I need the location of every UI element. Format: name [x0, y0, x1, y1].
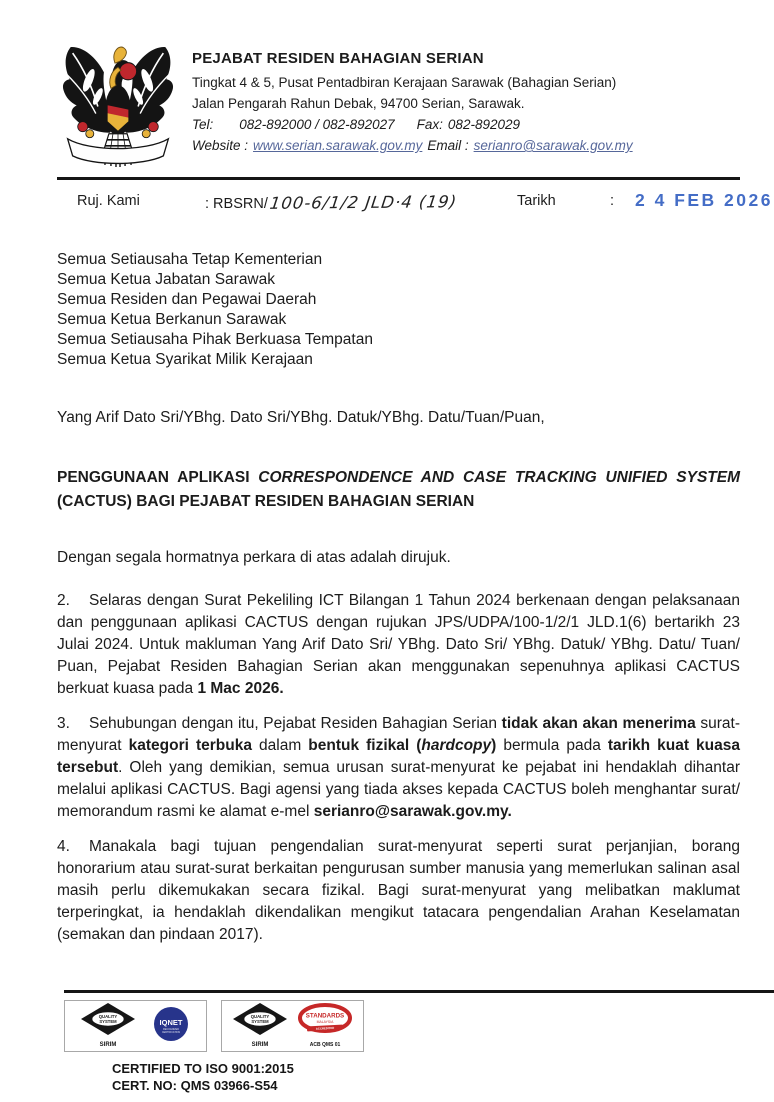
- address-line-2: Jalan Pengarah Rahun Debak, 94700 Serian, Sarawak.: [192, 96, 525, 111]
- paragraph-1: Dengan segala hormatnya perkara di atas adalah dirujuk.: [57, 549, 451, 566]
- fax-label: Fax:: [416, 117, 443, 132]
- tel-numbers: 082-892000 / 082-892027: [239, 117, 395, 132]
- recipient-line: Semua Setiausaha Pihak Berkuasa Tempatan: [57, 331, 373, 348]
- paragraph-2: [57, 590, 740, 700]
- website-email-line: [192, 135, 633, 156]
- footer: [0, 990, 774, 1094]
- paragraph-3: [57, 713, 740, 823]
- tel-fax-line: [192, 114, 633, 135]
- svg-text:MALAYSIA: MALAYSIA: [316, 1020, 334, 1024]
- svg-text:QUALITY: QUALITY: [99, 1014, 118, 1019]
- svg-text:ACCREDITED: ACCREDITED: [315, 1025, 335, 1031]
- recipient-list: [57, 250, 740, 370]
- sirim-logo-icon: [79, 1002, 137, 1050]
- recipient-line: Semua Ketua Syarikat Milik Kerajaan: [57, 351, 313, 368]
- website-link: www.serian.sarawak.gov.my: [253, 138, 423, 153]
- svg-text:STANDARDS: STANDARDS: [305, 1012, 345, 1020]
- tel-label: Tel:: [192, 117, 214, 132]
- fax-number: 082-892029: [447, 117, 520, 132]
- iqnet-logo-icon: [150, 1002, 192, 1050]
- svg-text:QUALITY: QUALITY: [250, 1014, 270, 1019]
- certification-text: [112, 1060, 774, 1094]
- paragraph-number: 2.: [57, 592, 70, 609]
- date-stamp: 2 4 FEB 2026: [635, 190, 773, 210]
- paragraph-text: Manakala bagi tujuan pengendalian surat-menyurat seperti surat perjanjian, borang honorarium atau surat-surat berkaitan pengurusan sumber manusia yang memerlukan salinan asal masih perlu dikemukakan secara fizikal. Bagi surat-menyurat yang melibatkan maklumat terperingkat, ia hendaklah dikendalikan mengikut tatacara pengendalian Arahan Keselamatan (semakan dan pindaan 2017).: [57, 838, 740, 943]
- ref-prefix: : RBSRN/: [205, 196, 268, 212]
- svg-text:ACB QMS 01: ACB QMS 01: [309, 1042, 341, 1048]
- certified-line-1: CERTIFIED TO ISO 9001:2015: [112, 1061, 294, 1076]
- date-label: Tarikh: [517, 193, 556, 209]
- ref-value: [205, 193, 457, 212]
- paragraph-text: Sehubungan dengan itu, Pejabat Residen Bahagian Serian tidak akan akan menerima surat-menyurat kategori terbuka dalam bentuk fizikal (hardcopy) bermula pada tarikh kuat kuasa tersebut. Oleh yang demikian, semua urusan surat-menyurat ke pejabat ini hendaklah dihantar melalui aplikasi CACTUS. Bagi agensi yang tiada akses kepada CACTUS boleh menghantar surat/ memorandum rasmi ke alamat e-mel serianro@sarawak.gov.my.: [57, 715, 740, 820]
- svg-text:IQNET: IQNET: [159, 1018, 183, 1027]
- sirim-logo-icon: [231, 1002, 289, 1050]
- letterhead-text: [192, 38, 633, 171]
- ref-label: Ruj. Kami: [77, 193, 140, 209]
- svg-text:SIRIM: SIRIM: [99, 1042, 117, 1048]
- recipient-line: Semua Setiausaha Tetap Kementerian: [57, 251, 323, 268]
- salutation: Yang Arif Dato Sri/YBhg. Dato Sri/YBhg. Datuk/YBhg. Datu/Tuan/Puan,: [57, 409, 545, 426]
- website-label: Website :: [192, 138, 249, 153]
- address-line-1: Tingkat 4 & 5, Pusat Pentadbiran Kerajaan Sarawak (Bahagian Serian): [192, 75, 617, 90]
- reference-row: [57, 189, 773, 223]
- org-name: PEJABAT RESIDEN BAHAGIAN SERIAN: [192, 50, 484, 67]
- email-label: Email :: [427, 138, 469, 153]
- standards-malaysia-logo-icon: [296, 1002, 354, 1050]
- sirim-standards-badge: [221, 1000, 364, 1052]
- letterhead: [57, 38, 740, 171]
- recipient-line: Semua Ketua Berkanun Sarawak: [57, 311, 287, 328]
- recipient-line: Semua Ketua Jabatan Sarawak: [57, 271, 275, 288]
- sarawak-crest-icon: [57, 38, 179, 171]
- svg-text:SIRIM: SIRIM: [251, 1042, 269, 1048]
- recipient-line: Semua Residen dan Pegawai Daerah: [57, 291, 317, 308]
- ref-handwritten: 100-6/1/2 JLD·4 (19): [268, 192, 459, 213]
- header-divider: [57, 177, 740, 180]
- paragraph-4: [57, 836, 740, 946]
- certification-badges: [64, 1000, 774, 1052]
- paragraph-text: Selaras dengan Surat Pekeliling ICT Bilangan 1 Tahun 2024 berkenaan dengan pelaksanaan dan penggunaan aplikasi CACTUS dengan rujukan JPS/UDPA/100-1/2/1 JLD.1(6) bertarikh 23 Julai 2024. Untuk makluman Yang Arif Dato Sri/ YBhg. Dato Sri/ YBhg. Datuk/ YBhg. Datu/ Tuan/ Puan, Pejabat Residen Bahagian Serian akan menggunakan sepenuhnya aplikasi CACTUS berkuat kuasa pada 1 Mac 2026.: [57, 592, 740, 697]
- svg-text:RECOGNIZED: RECOGNIZED: [162, 1028, 179, 1031]
- paragraph-number: 3.: [57, 715, 70, 732]
- footer-divider: [64, 990, 774, 993]
- svg-text:SYSTEM: SYSTEM: [251, 1019, 269, 1024]
- sirim-iqnet-badge: [64, 1000, 207, 1052]
- svg-text:SYSTEM: SYSTEM: [99, 1019, 117, 1024]
- svg-text:CERTIFICATION: CERTIFICATION: [161, 1031, 180, 1034]
- email-link: serianro@sarawak.gov.my: [473, 138, 633, 153]
- date-colon: :: [610, 193, 615, 209]
- subject-line: PENGGUNAAN APLIKASI CORRESPONDENCE AND CASE TRACKING UNIFIED SYSTEM (CACTUS) BAGI PEJABAT RESIDEN BAHAGIAN SERIAN: [57, 469, 741, 510]
- certified-line-2: CERT. NO: QMS 03966-S54: [112, 1078, 278, 1093]
- paragraph-number: 4.: [57, 838, 70, 855]
